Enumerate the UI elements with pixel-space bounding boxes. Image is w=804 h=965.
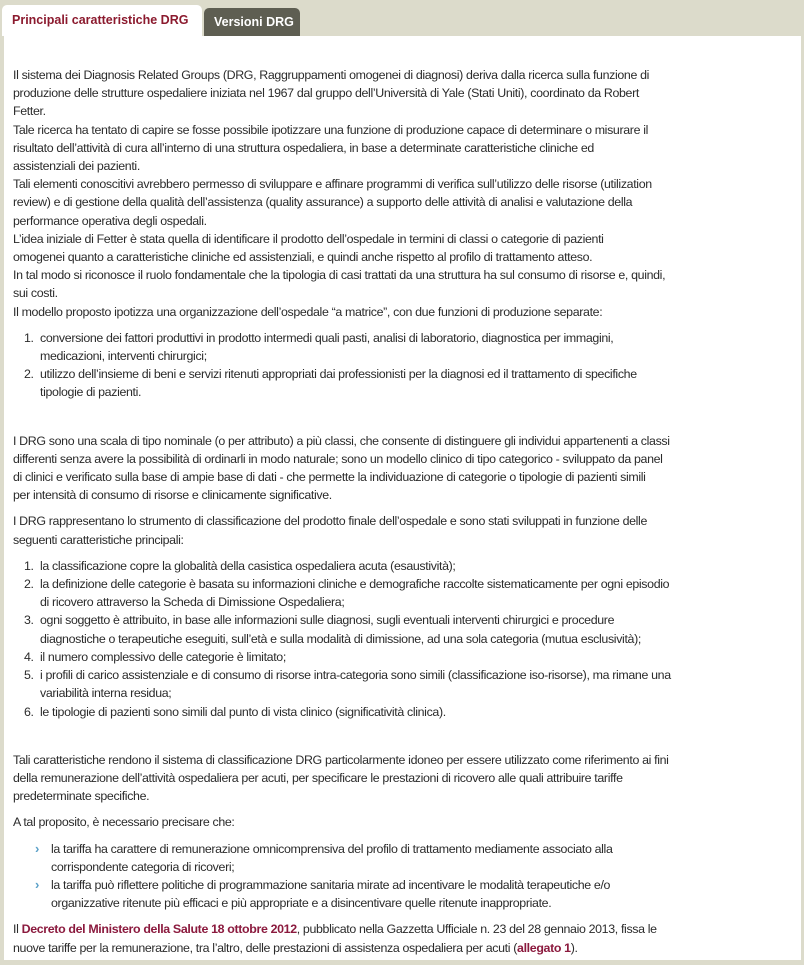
tab-principali-caratteristiche-drg[interactable]: Principali caratteristiche DRG [2,5,202,36]
list-item [13,703,793,721]
list-item [13,648,793,666]
text-line: la tariffa ha carattere di remunerazione omnicomprensiva del profilo di trattamento mediamente associato alla [51,841,613,856]
list-number: 2. [24,577,34,592]
text-line: della remunerazione dell’attività ospedaliera per acuti, per specificare le prestazioni di ricovero alle quali attribuire tariffe [13,770,623,785]
chevron-right-icon: › [35,876,39,892]
text-line: il numero complessivo delle categorie è limitato; [40,649,286,664]
text-line: corrispondente categoria di ricoveri; [51,859,235,874]
list-item [13,365,793,401]
text-line: Tale ricerca ha tentato di capire se fosse possibile ipotizzare una funzione di produzione capace di determinare o misurare il [13,122,649,137]
text-line: risultato dell’attività di cura all’interno di una struttura ospedaliera, in base a determinate caratteristiche cliniche ed [13,140,594,155]
text-line: medicazioni, interventi chirurgici; [40,349,207,364]
list-item [13,611,793,647]
text-line: utilizzo dell’insieme di beni e servizi ritenuti appropriati dai professionisti per la diagnosi ed il trattamento di specifiche [40,367,637,382]
text-line [13,939,793,957]
text-line: review) e di gestione della qualità dell’assistenza (quality assurance) a supporto delle attività di analisi e valutazione della [13,195,633,210]
spacer [13,414,793,432]
text-line: omogenei quanto a caratteristiche cliniche ed assistenziali, e quindi anche rispetto al profilo di trattamento atteso. [13,250,593,265]
list-number: 2. [24,367,34,382]
list-number: 4. [24,649,34,664]
list-item [13,329,793,365]
text-line: diagnostiche o terapeutiche eseguiti, sull’età e sulla modalità di dimissione, ad una sola categoria (mutua esclusività); [40,631,641,646]
text-line: variabilità interna residua; [40,686,172,701]
text-line: conversione dei fattori produttivi in prodotto intermedi quali pasti, analisi di laboratorio, diagnostica per immagini, [40,330,614,345]
text-line: A tal proposito, è necessario precisare che: [13,815,235,830]
tariff-bullets [13,840,793,913]
allegato-link[interactable]: allegato 1 [517,940,571,955]
drg-tool-paragraph [13,512,793,548]
text-line: produzione delle strutture ospedaliere iniziata nel 1967 dal gruppo dell’Università di Yale (Stati Uniti), coordinato da Robert [13,86,639,101]
text-line: di ricovero attraverso la Scheda di Dimissione Ospedaliera; [40,595,345,610]
text-line: predeterminate specifiche. [13,789,150,804]
article-content [13,66,793,965]
list-item [13,876,793,912]
text-line [13,920,793,938]
text-line: performance operativa degli ospedali. [13,213,207,228]
production-functions-list [13,329,793,402]
characteristics-list [13,557,793,721]
text-fragment: ). [570,940,578,955]
text-line: L’idea iniziale di Fetter è stata quella di identificare il prodotto dell’ospedale in termini di classi o categorie di pazienti [13,231,604,246]
text-line: In tal modo si riconosce il ruolo fondamentale che la tipologia di casi trattati da una struttura ha sul consumo di risorse e, quindi, [13,268,666,283]
precisation-paragraph [13,813,793,831]
drg-scale-paragraph [13,432,793,505]
text-line: i profili di carico assistenziale e di consumo di risorse intra-categoria sono simili (classificazione iso-risorse), ma rimane una [40,668,671,683]
decreto-link[interactable]: Decreto del Ministero della Salute 18 ottobre 2012 [21,922,297,937]
tab-panel [4,36,801,960]
intro-paragraph [13,66,793,321]
spacer [13,733,793,751]
text-line: I DRG sono una scala di tipo nominale (o per attributo) a più classi, che consente di distinguere gli individui appartenenti a classi [13,433,670,448]
list-item [13,666,793,702]
decree-paragraph [13,920,793,956]
text-line: Fetter. [13,104,46,119]
text-line: sui costi. [13,286,58,301]
text-line: la definizione delle categorie è basata su informazioni cliniche e demografiche raccolte sistematicamente per ogni episodio [40,577,670,592]
text-line: tipologie di pazienti. [40,385,142,400]
text-line: assistenziali dei pazienti. [13,159,140,174]
text-line: I DRG rappresentano lo strumento di classificazione del prodotto finale dell’ospedale e sono stati sviluppati in funzione delle [13,514,647,529]
text-line: la tariffa può riflettere politiche di programmazione sanitaria mirate ad incentivare le modalità terapeutiche e/o [51,877,611,892]
text-line: le tipologie di pazienti sono simili dal punto di vista clinico (significatività clinica). [40,704,446,719]
text-line: organizzative ritenute più efficaci e più appropriate e a disincentivare quelle ritenute inappropriate. [51,896,552,911]
list-number: 5. [24,668,34,683]
tab-bar [0,0,804,36]
text-line: Tali elementi conoscitivi avrebbero permesso di sviluppare e affinare programmi di verifica sull’utilizzo delle risorse (utilization [13,177,652,192]
text-line: seguenti caratteristiche principali: [13,532,184,547]
list-item [13,575,793,611]
text-line: Tali caratteristiche rendono il sistema di classificazione DRG particolarmente idoneo per essere utilizzato come riferimento ai fini [13,752,669,767]
text-fragment: Il [13,922,22,937]
text-fragment: , pubblicato nella Gazzetta Ufficiale n. 23 del 28 gennaio 2013, fissa le [296,922,657,937]
remuneration-paragraph [13,751,793,806]
text-line: di clinici e verificato sulla base di ampie base di dati - che permette la individuazione di categorie o tipologie di pazienti simili [13,470,646,485]
list-number: 3. [24,613,34,628]
list-item [13,840,793,876]
tab-versioni-drg[interactable]: Versioni DRG [204,8,300,36]
list-number: 1. [24,330,34,345]
text-fragment: nuove tariffe per la remunerazione, tra l’altro, delle prestazioni di assistenza ospedaliera per acuti ( [13,940,518,955]
list-item [13,557,793,575]
text-line: la classificazione copre la globalità della casistica ospedaliera acuta (esaustività); [40,558,456,573]
text-line: per intensità di consumo di risorse e clinicamente significative. [13,488,332,503]
list-number: 1. [24,558,34,573]
text-line: differenti senza avere la possibilità di ordinarli in modo naturale; sono un modello clinico di tipo categorico - sviluppato da panel [13,451,663,466]
text-line: ogni soggetto è attribuito, in base alle informazioni sulle diagnosi, sugli eventuali interventi chirurgici e procedure [40,613,615,628]
chevron-right-icon: › [35,840,39,856]
list-number: 6. [24,704,34,719]
text-line: Il sistema dei Diagnosis Related Groups (DRG, Raggruppamenti omogenei di diagnosi) deriva dalla ricerca sulla funzione di [13,68,650,82]
text-line: Il modello proposto ipotizza una organizzazione dell’ospedale “a matrice”, con due funzioni di produzione separate: [13,304,603,319]
